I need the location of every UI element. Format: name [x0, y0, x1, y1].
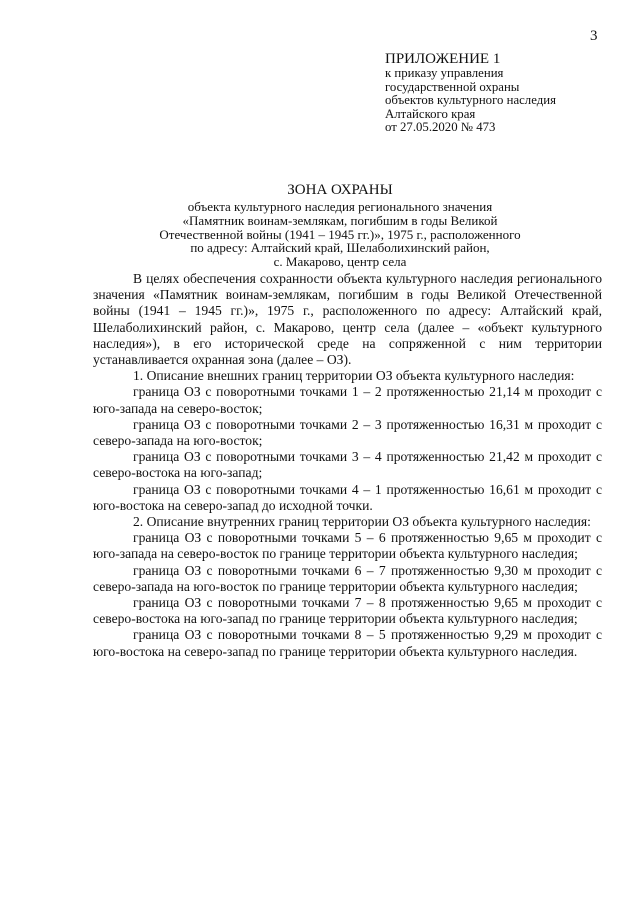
section-2-heading: 2. Описание внутренних границ территории ОЗ объекта культурного наследия: — [133, 514, 591, 530]
inner-boundary-item: граница ОЗ с поворотными точками 6 – 7 протяженностью 9,30 м проходит с северо-запада на юго-восток по границе территории объекта культурного наследия; — [93, 562, 602, 594]
appendix-order-line: от 27.05.2020 № 473 — [385, 120, 496, 135]
appendix-line: объектов культурного наследия — [385, 93, 556, 108]
inner-boundary-item: граница ОЗ с поворотными точками 5 – 6 протяженностью 9,65 м проходит с юго-запада на северо-восток по границе территории объекта культурного наследия; — [93, 530, 602, 562]
appendix-line: Алтайского края — [385, 106, 476, 121]
document-title: ЗОНА ОХРАНЫ — [287, 182, 393, 198]
appendix-heading: ПРИЛОЖЕНИЕ 1 — [385, 51, 501, 67]
title-line: с. Макарово, центр села — [273, 254, 407, 270]
title-line: объекта культурного наследия регионального значения — [187, 199, 493, 214]
title-line: «Памятник воинам-землякам, погибшим в годы Великой — [182, 212, 498, 228]
outer-boundary-item: граница ОЗ с поворотными точками 3 – 4 протяженностью 21,42 м проходит с северо-востока на юго-запад; — [93, 449, 602, 481]
document-title-block — [90, 182, 590, 269]
document-body — [93, 271, 602, 660]
appendix-line: к приказу управления — [385, 66, 504, 80]
appendix-block — [385, 52, 556, 135]
title-line: по адресу: Алтайский край, Шелаболихинский район, — [190, 240, 490, 256]
inner-boundary-item: граница ОЗ с поворотными точками 8 – 5 протяженностью 9,29 м проходит с юго-востока на северо-запад по границе территории объекта культурного наследия. — [93, 627, 602, 659]
outer-boundary-item: граница ОЗ с поворотными точками 2 – 3 протяженностью 16,31 м проходит с северо-запада на юго-восток; — [93, 416, 602, 449]
outer-boundary-item: граница ОЗ с поворотными точками 1 – 2 протяженностью 21,14 м проходит с юго-запада на северо-восток; — [93, 384, 602, 416]
outer-boundary-item: граница ОЗ с поворотными точками 4 – 1 протяженностью 16,61 м проходит с юго-востока на северо-запад до исходной точки. — [93, 481, 602, 513]
appendix-line: государственной охраны — [385, 79, 520, 94]
intro-paragraph: В целях обеспечения сохранности объекта культурного наследия регионального значения «Памятник воинам-землякам, погибшим в годы Великой Отечественной войны (1941 – 1945 гг.)», 1975 г., расположенного по адресу: Алтайский край, Шелаболихинский район, с. Макарово, центр села (далее – «объект культурного наследия»), в его исторической среде на сопряженной с ним территории устанавливается охранная зона (далее – ОЗ). — [93, 271, 602, 368]
page-number: 3 — [590, 28, 598, 44]
title-line: Отечественной войны (1941 – 1945 гг.)», 1975 г., расположенного — [159, 226, 521, 242]
inner-boundary-item: граница ОЗ с поворотными точками 7 – 8 протяженностью 9,65 м проходит с северо-востока на юго-запад по границе территории объекта культурного наследия; — [93, 595, 602, 627]
section-1-heading: 1. Описание внешних границ территории ОЗ объекта культурного наследия: — [133, 368, 575, 384]
